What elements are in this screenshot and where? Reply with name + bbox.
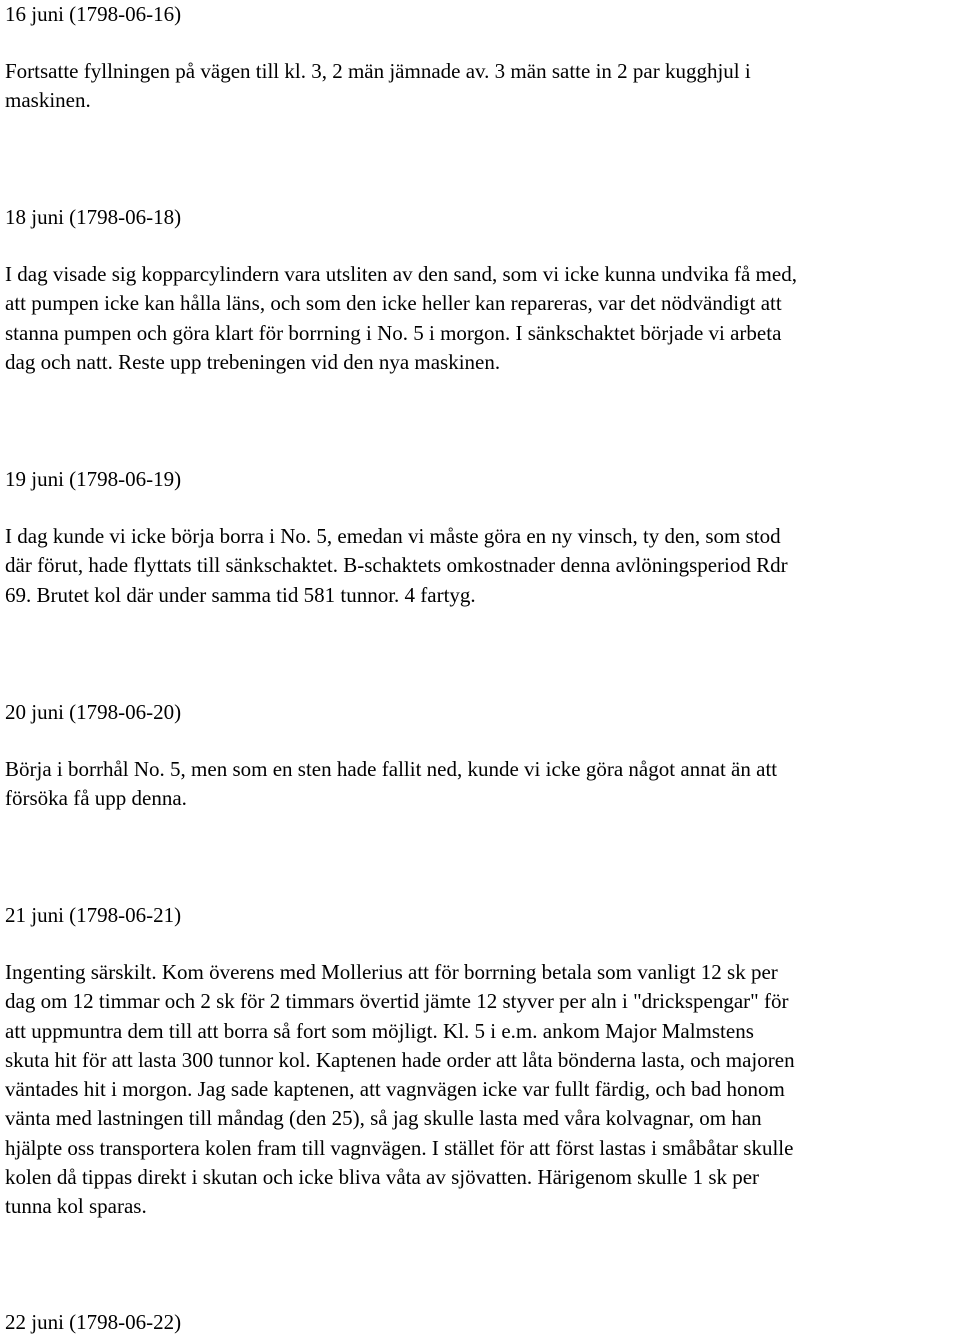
entry-text (5, 958, 955, 1222)
entry-date: 18 juni (1798-06-18) (5, 205, 182, 229)
text-line: I dag kunde vi icke börja borra i No. 5, emedan vi måste göra en ny vinsch, ty den, som stod (5, 524, 781, 548)
text-line: vänta med lastningen till måndag (den 25), så jag skulle lasta med våra kolvagnar, om han (5, 1106, 762, 1131)
entry-date: 19 juni (1798-06-19) (5, 467, 182, 491)
text-line: 69. Brutet kol där under samma tid 581 tunnor. 4 fartyg. (5, 582, 476, 607)
entry-text (5, 260, 955, 377)
text-line: Ingenting särskilt. Kom överens med Mollerius att för borrning betala som vanligt 12 sk per (5, 960, 778, 984)
text-line: Börja i borrhål No. 5, men som en sten hade fallit ned, kunde vi icke göra något annat än att (5, 757, 778, 781)
text-line: I dag visade sig kopparcylindern vara utsliten av den sand, som vi icke kunna undvika få med, (5, 262, 797, 286)
text-line: maskinen. (5, 88, 91, 113)
text-line: att uppmuntra dem till att borra så fort som möjligt. Kl. 5 i e.m. ankom Major Malmstens (5, 1018, 754, 1043)
text-line: skuta hit för att lasta 300 tunnor kol. Kaptenen hade order att låta bönderna lasta, och majoren (5, 1047, 795, 1072)
text-line: hjälpte oss transportera kolen fram till vagnvägen. I stället för att först lastas i småbåtar skulle (5, 1135, 794, 1160)
entry-date: 22 juni (1798-06-22) (5, 1310, 182, 1334)
entry-date: 20 juni (1798-06-20) (5, 700, 182, 724)
text-line: väntades hit i morgon. Jag sade kaptenen, att vagnvägen icke var fullt färdig, och bad honom (5, 1077, 785, 1102)
text-line: Fortsatte fyllningen på vägen till kl. 3, 2 män jämnade av. 3 män satte in 2 par kugghjul i (5, 59, 751, 83)
text-line: tunna kol sparas. (5, 1194, 147, 1219)
text-line: dag om 12 timmar och 2 sk för 2 timmars övertid jämte 12 styver per aln i "drickspengar" för (5, 989, 789, 1014)
entry-date: 21 juni (1798-06-21) (5, 903, 182, 927)
text-line: försöka få upp denna. (5, 786, 187, 811)
entry-date: 16 juni (1798-06-16) (5, 2, 182, 26)
entry-text (5, 57, 955, 116)
text-line: dag och natt. Reste upp trebeningen vid den nya maskinen. (5, 349, 501, 374)
text-line: kolen då tippas direkt i skutan och icke bliva våta av sjövatten. Härigenom skulle 1 sk per (5, 1165, 760, 1190)
entry-text (5, 522, 955, 610)
text-line: att pumpen icke kan hålla läns, och som den icke heller kan repareras, var det nödvändigt att (5, 291, 782, 316)
text-line: stanna pumpen och göra klart för borrning i No. 5 i morgon. I sänkschaktet började vi arbeta (5, 320, 782, 345)
entry-text (5, 755, 955, 814)
text-line: där förut, hade flyttats till sänkschaktet. B-schaktets omkostnader denna avlöningsperiod Rdr (5, 553, 788, 578)
